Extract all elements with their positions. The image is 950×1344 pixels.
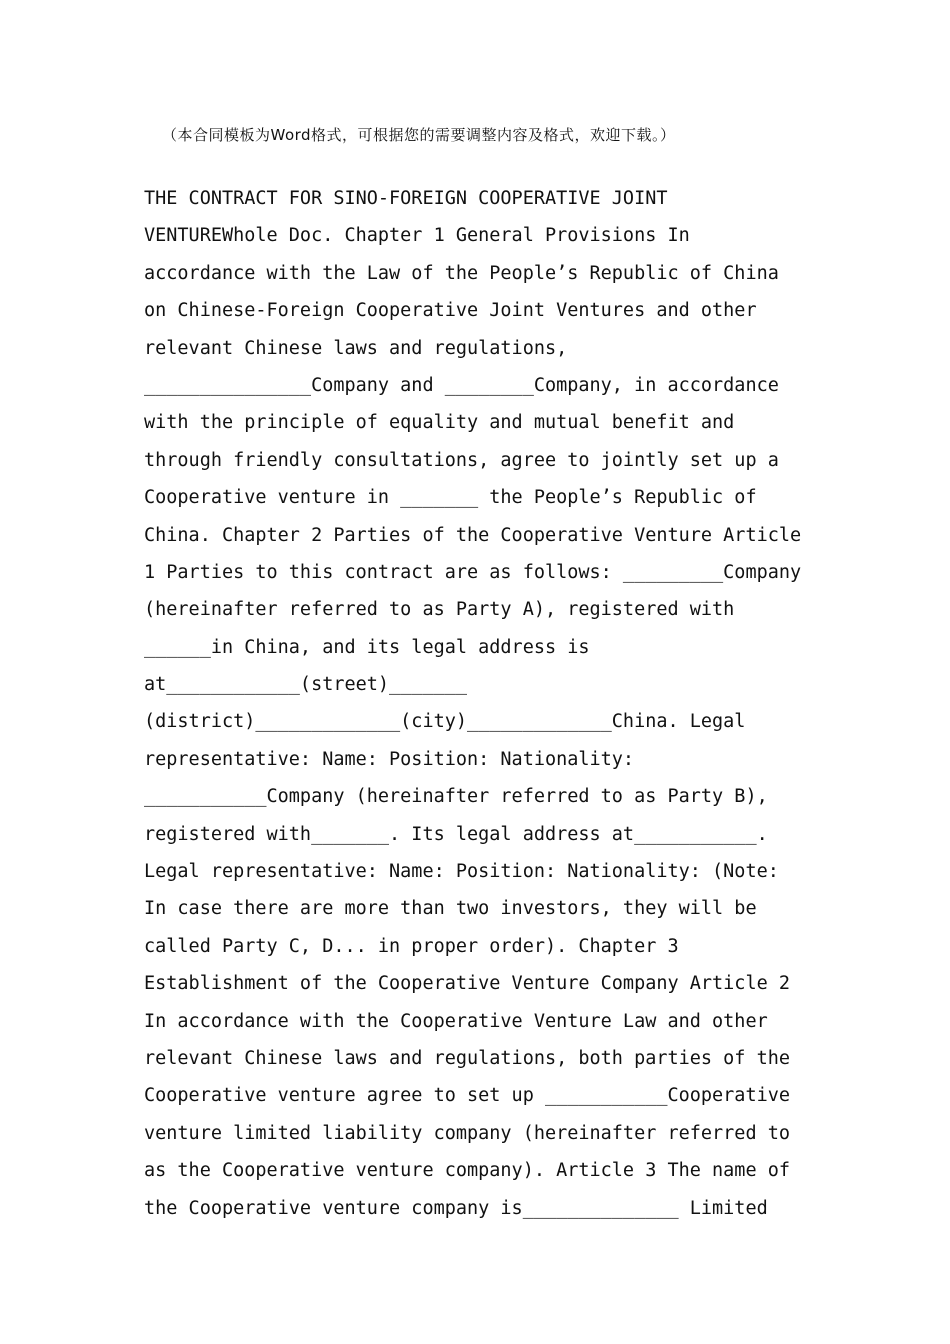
body-line: THE CONTRACT FOR SINO-FOREIGN COOPERATIVE JOINT — [144, 188, 668, 209]
body-line: through friendly consultations, agree to jointly set up a — [144, 449, 779, 471]
body-line: relevant Chinese laws and regulations, — [144, 337, 568, 359]
body-line: _______________Company and ________Company, in accordance — [144, 374, 779, 396]
body-line: with the principle of equality and mutual benefit and — [144, 412, 735, 434]
body-line: representative: Name: Position: Nationality: — [144, 748, 635, 770]
body-line: registered with_______. Its legal address at___________. — [144, 823, 768, 845]
body-line: ______in China, and its legal address is — [144, 636, 590, 658]
body-line: on Chinese-Foreign Cooperative Joint Ventures and other — [144, 300, 757, 322]
body-line: VENTUREWhole Doc. Chapter 1 General Provisions In — [144, 225, 690, 247]
body-line: ___________Company (hereinafter referred to as Party B), — [144, 786, 768, 808]
body-line: Cooperative venture in _______ the People’s Republic of — [144, 487, 757, 509]
body-line: at____________(street)_______ — [144, 674, 468, 696]
body-line: called Party C, D... in proper order). Chapter 3 — [144, 935, 679, 957]
body-line: (district)_____________(city)_____________China. Legal — [144, 711, 746, 733]
body-line: accordance with the Law of the People’s Republic of China — [144, 262, 779, 284]
body-line: In case there are more than two investors, they will be — [144, 898, 757, 920]
body-line: Establishment of the Cooperative Venture Company Article 2 — [144, 973, 791, 995]
contract-body — [144, 180, 824, 1227]
body-line: (hereinafter referred to as Party A), registered with — [144, 599, 735, 621]
body-line: the Cooperative venture company is______________ Limited — [144, 1197, 768, 1219]
body-line: as the Cooperative venture company). Article 3 The name of — [144, 1160, 791, 1182]
body-line: In accordance with the Cooperative Venture Law and other — [144, 1010, 768, 1032]
body-line: Legal representative: Name: Position: Nationality: (Note: — [144, 861, 779, 883]
body-line: venture limited liability company (hereinafter referred to — [144, 1122, 791, 1144]
template-download-note: （本合同模板为Word格式，可根据您的需要调整内容及格式，欢迎下载。） — [162, 126, 676, 144]
body-line: China. Chapter 2 Parties of the Cooperative Venture Article — [144, 524, 802, 546]
body-line: relevant Chinese laws and regulations, both parties of the — [144, 1047, 791, 1069]
body-line: 1 Parties to this contract are as follows: _________Company — [144, 561, 802, 583]
body-line: Cooperative venture agree to set up ___________Cooperative — [144, 1085, 791, 1107]
